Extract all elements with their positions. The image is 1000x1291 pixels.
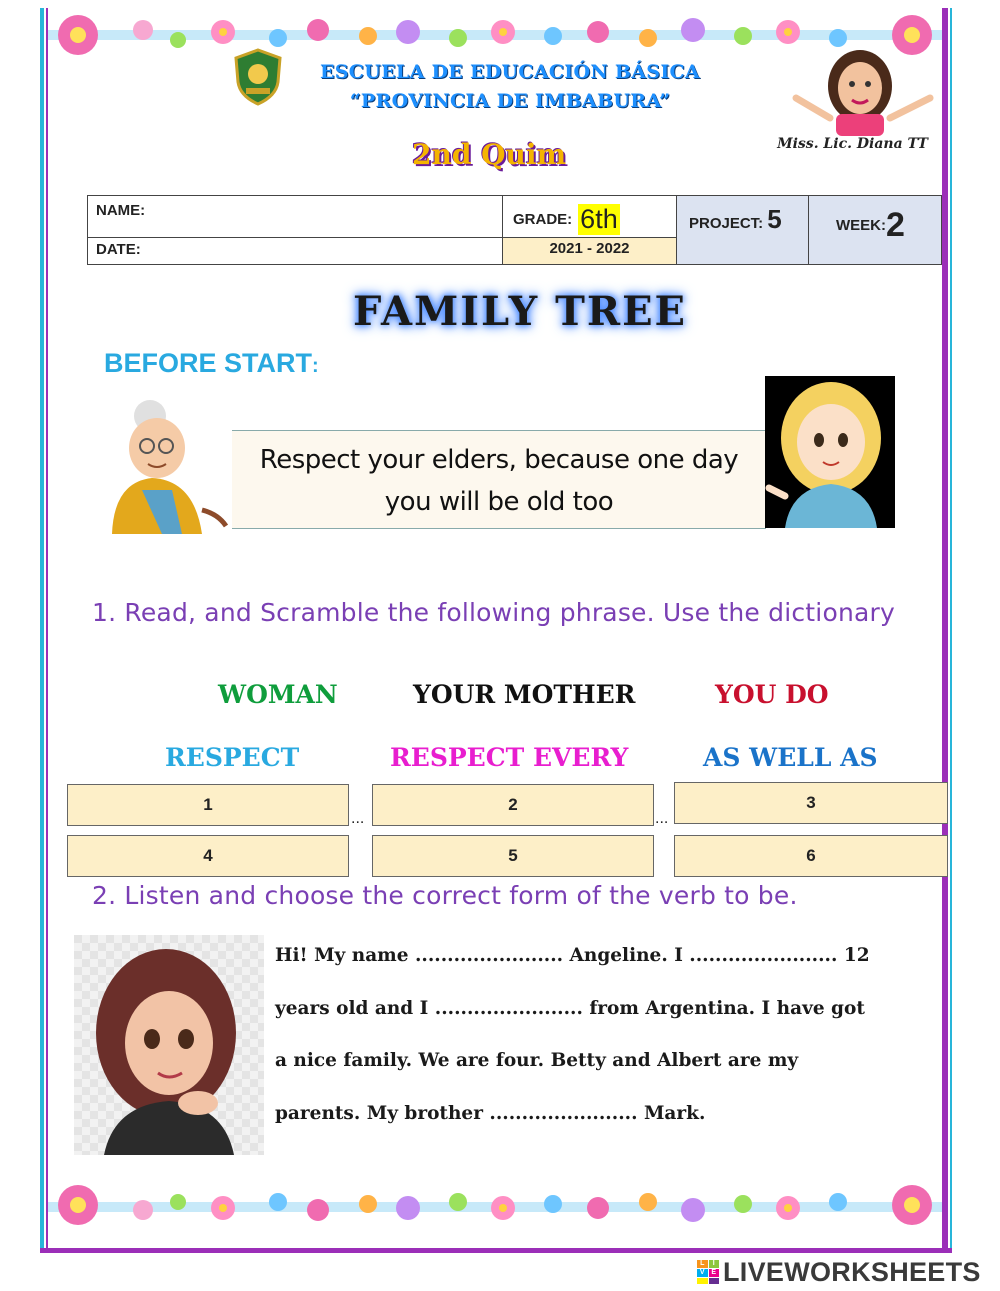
answer-box-2[interactable]: 2 xyxy=(372,784,654,826)
teacher-avatar xyxy=(790,48,940,136)
quote-line2: you will be old too xyxy=(384,487,614,517)
grade-cell xyxy=(503,196,677,238)
teacher-name: Miss. Lic. Diana TT xyxy=(777,136,928,152)
angeline-photo xyxy=(74,935,264,1155)
page-border-right xyxy=(942,8,948,1253)
name-field[interactable] xyxy=(88,196,503,238)
quote-text xyxy=(232,439,766,523)
date-label: DATE: xyxy=(96,241,141,258)
liveworksheets-text: LIVEWORKSHEETS xyxy=(723,1256,981,1287)
exercise1-instruction: 1. Read, and Scramble the following phrase. Use the dictionary xyxy=(92,598,895,627)
project-cell xyxy=(677,196,809,264)
school-name-line2: “PROVINCIA DE IMBABURA” xyxy=(349,90,671,112)
story-line[interactable]: parents. My brother ....................... Mark. xyxy=(275,1102,706,1124)
page-border-bottom xyxy=(40,1248,952,1253)
answer-box-4[interactable]: 4 xyxy=(67,835,349,877)
girl-illustration xyxy=(765,376,895,528)
before-start-colon: : xyxy=(312,355,319,377)
page-border-left xyxy=(40,8,44,1253)
name-label: NAME: xyxy=(96,202,146,219)
scramble-word[interactable]: RESPECT xyxy=(165,743,300,772)
project-label: PROJECT: xyxy=(689,215,764,232)
liveworksheets-logo[interactable] xyxy=(697,1257,981,1287)
grade-value: 6th xyxy=(580,204,618,234)
scramble-word[interactable]: RESPECT EVERY xyxy=(390,743,629,772)
answer-box-5[interactable]: 5 xyxy=(372,835,654,877)
project-value: 5 xyxy=(767,204,782,234)
story-line[interactable]: years old and I ....................... from Argentina. I have got xyxy=(275,997,865,1019)
student-info-table xyxy=(87,195,942,265)
exercise2-instruction: 2. Listen and choose the correct form of the verb to be. xyxy=(92,881,798,910)
scramble-word[interactable]: WOMAN xyxy=(218,680,338,709)
story-line[interactable]: Hi! My name ....................... Angeline. I ....................... 12 xyxy=(275,945,870,966)
story-line: a nice family. We are four. Betty and Albert are my xyxy=(275,1050,799,1071)
page-border-right-outer xyxy=(950,8,952,1253)
before-start-heading xyxy=(104,348,319,379)
scramble-word[interactable]: AS WELL AS xyxy=(703,743,878,772)
school-crest-icon xyxy=(232,48,284,106)
date-field[interactable] xyxy=(88,238,503,264)
story-paragraph xyxy=(275,930,935,1140)
liveworksheets-icon: L I V E xyxy=(697,1260,719,1284)
week-label: WEEK: xyxy=(836,217,886,234)
flower-border-bottom xyxy=(48,1180,942,1230)
term-title: 2nd Quim xyxy=(412,138,567,171)
answer-box-6[interactable]: 6 xyxy=(674,835,948,877)
school-name xyxy=(300,58,720,116)
page-border-left-inner xyxy=(46,8,48,1253)
grandmother-illustration xyxy=(102,398,232,534)
scramble-word[interactable]: YOU DO xyxy=(715,680,829,709)
answer-box-3[interactable]: 3 xyxy=(674,782,948,824)
worksheet-title: FAMILY TREE xyxy=(352,288,688,335)
dots-separator: ... xyxy=(655,810,669,827)
school-name-line1: ESCUELA DE EDUCACIÓN BÁSICA xyxy=(320,61,700,83)
quote-line1: Respect your elders, because one day xyxy=(259,445,739,475)
scramble-word[interactable]: YOUR MOTHER xyxy=(413,680,636,709)
grade-label: GRADE: xyxy=(513,211,573,228)
school-year: 2021 - 2022 xyxy=(503,238,677,264)
quote-box xyxy=(232,430,766,529)
week-value: 2 xyxy=(886,206,905,244)
before-start-label: BEFORE START xyxy=(104,348,312,378)
answer-box-1[interactable]: 1 xyxy=(67,784,349,826)
dots-separator: ... xyxy=(351,810,365,827)
week-cell xyxy=(809,196,941,264)
